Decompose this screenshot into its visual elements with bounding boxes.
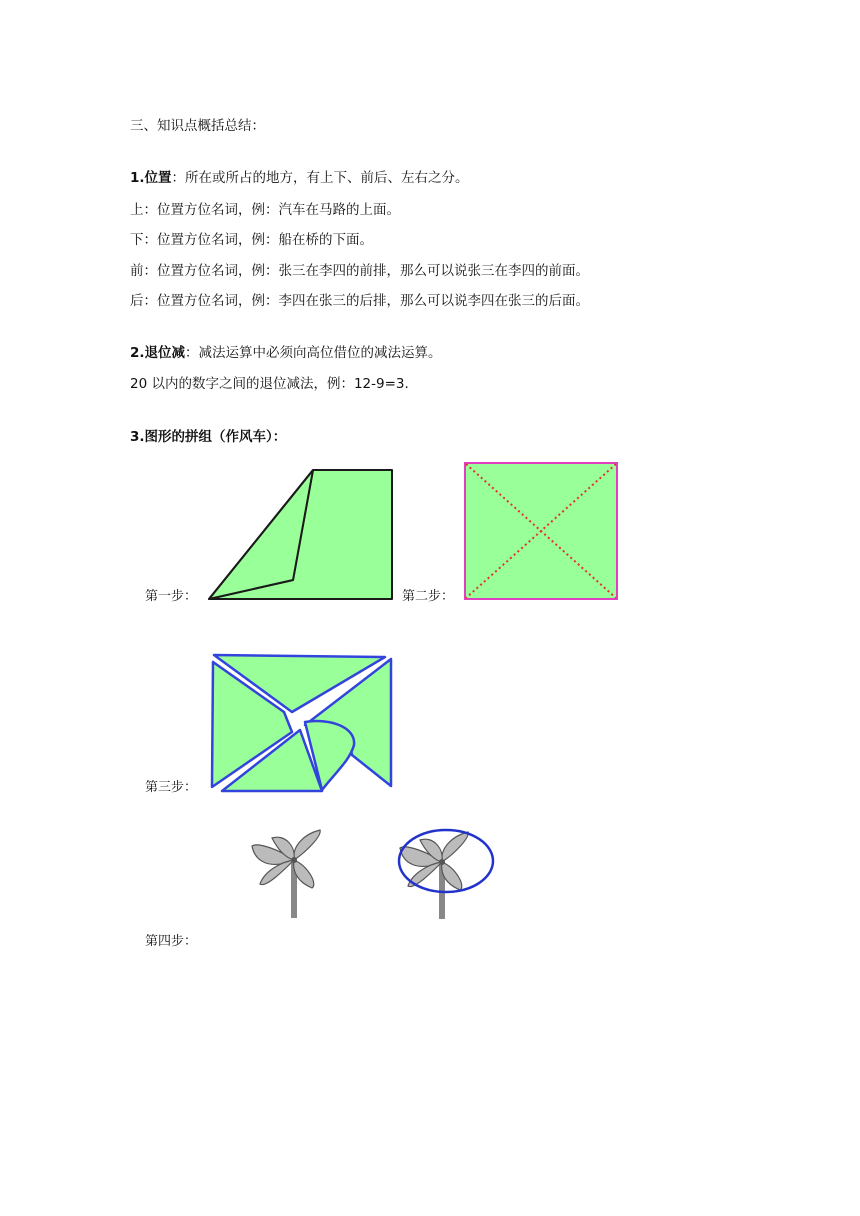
pinwheel-2-ellipse	[399, 830, 493, 892]
step1-label: 第一步：	[145, 589, 198, 604]
item1-label: 上	[130, 202, 144, 218]
step3-top-piece	[214, 655, 385, 712]
item2-heading: 2.退位减	[130, 345, 186, 361]
step1-fold-flap	[209, 470, 313, 599]
item1-label: 下	[130, 232, 144, 248]
section-title: 三、知识点概括总结：	[130, 118, 265, 134]
step2-diagonal-1	[466, 464, 616, 598]
step3-figure	[212, 655, 391, 791]
item1-line-back	[130, 292, 589, 310]
item3-heading: 3.图形的拼组（作风车）：	[130, 429, 287, 445]
pinwheel-1	[252, 830, 320, 918]
step2-diagonal-2	[466, 464, 616, 598]
step4-label: 第四步：	[145, 934, 198, 949]
step3-folded-corner	[305, 721, 354, 790]
item1-line-down	[130, 231, 373, 249]
item1-label: 前	[130, 263, 144, 279]
step2-label: 第二步：	[402, 589, 455, 604]
item1-line-up	[130, 201, 400, 219]
item1-text: ：位置方位名词，例：张三在李四的前排，那么可以说张三在李四的前面。	[143, 263, 589, 279]
step1-top-edge	[209, 470, 313, 599]
item1-text: ：位置方位名词，例：汽车在马路的上面。	[143, 202, 400, 218]
step3-label: 第三步：	[145, 780, 198, 795]
step2-square	[465, 463, 617, 599]
item2-heading-text: ：减法运算中必须向高位借位的减法运算。	[185, 345, 442, 361]
item1-heading: 1.位置	[130, 170, 172, 186]
item1-heading-line	[130, 169, 469, 187]
step3-bottom-piece	[222, 730, 322, 791]
pinwheel-2	[399, 830, 493, 919]
item1-label: 后	[130, 293, 144, 309]
item1-heading-text: ：所在或所占的地方，有上下、前后、左右之分。	[171, 170, 469, 186]
step3-left-piece	[212, 662, 292, 787]
item1-line-front	[130, 262, 589, 280]
item2-example-line: 20 以内的数字之间的退位减法，例：12-9=3.	[130, 376, 409, 392]
item1-text: ：位置方位名词，例：李四在张三的后排，那么可以说李四在张三的后面。	[143, 293, 589, 309]
item2-heading-line	[130, 344, 442, 362]
item1-text: ：位置方位名词，例：船在桥的下面。	[143, 232, 373, 248]
step3-right-piece	[305, 659, 391, 786]
step1-folded-shape	[209, 470, 392, 599]
